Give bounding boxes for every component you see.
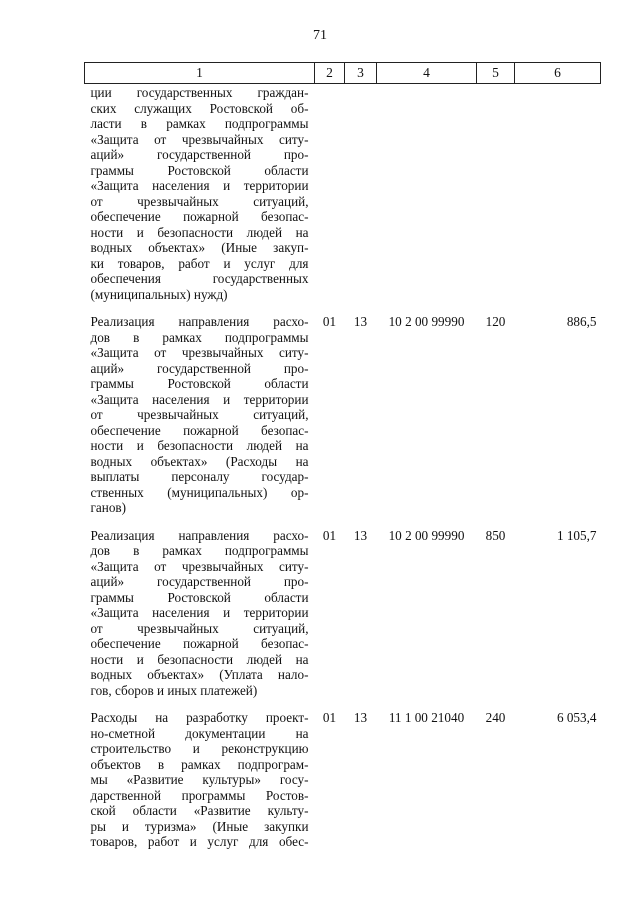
- description-line: граммы Ростовской области: [90, 589, 309, 605]
- description-line: дарственной программы Ростов-: [90, 787, 309, 803]
- description-line: от чрезвычайных ситуаций,: [90, 407, 309, 422]
- description-line: «Защита от чрезвычайных ситу-: [90, 345, 309, 360]
- column-header-amount: 6: [515, 63, 601, 84]
- header-row: [85, 63, 601, 84]
- row-amount: 1 105,7: [556, 527, 597, 543]
- description-line: Расходы на разработку проект-: [90, 710, 309, 725]
- row-target-article: 10 2 00 99990: [388, 527, 465, 543]
- table-body: [85, 84, 601, 850]
- description-line: гов, сборов и иных платежей): [90, 682, 258, 698]
- description-line: строительство и реконструкцию: [90, 741, 309, 756]
- description-line: ственных (муниципальных) ор-: [90, 484, 309, 500]
- description-line: от чрезвычайных ситуаций,: [90, 620, 309, 636]
- description-line: «Защита населения и территории: [90, 605, 309, 620]
- column-header-section: 2: [315, 63, 345, 84]
- description-line: граммы Ростовской области: [90, 162, 309, 178]
- table-row: [85, 516, 601, 699]
- row-section: 01: [322, 527, 337, 543]
- row-section: 01: [322, 314, 337, 329]
- description-line: от чрезвычайных ситуаций,: [90, 193, 309, 209]
- description-line: обеспечение пожарной безопас-: [90, 636, 309, 651]
- description-line: аций» государственной про-: [90, 360, 309, 376]
- description-line: ской области «Развитие культу-: [90, 803, 309, 818]
- description-line: водных объектах» (Расходы на: [90, 453, 309, 469]
- row-description: [85, 302, 315, 516]
- table-row: [85, 302, 601, 516]
- row-amount: [515, 84, 601, 303]
- description-line: граммы Ростовской области: [90, 376, 309, 391]
- description-line: дов в рамках подпрограммы: [90, 543, 309, 558]
- row-description: [85, 516, 315, 699]
- description-line: ности и безопасности людей на: [90, 224, 309, 240]
- column-header-subsection: 3: [345, 63, 377, 84]
- row-subsection: [345, 84, 377, 303]
- row-section: [315, 84, 345, 303]
- row-target-article: 10 2 00 99990: [388, 314, 465, 329]
- table-row: [85, 84, 601, 303]
- description-line: аций» государственной про-: [90, 147, 309, 162]
- row-target-article: [377, 84, 477, 303]
- description-line: но-сметной документации на: [90, 725, 309, 741]
- description-line: обеспечение пожарной безопас-: [90, 209, 309, 224]
- row-subsection: 13: [353, 314, 368, 329]
- description-line: водных объектах» (Уплата нало-: [90, 667, 309, 682]
- row-description: [85, 698, 315, 850]
- row-target-article: 11 1 00 21040: [388, 710, 465, 725]
- description-line: Реализация направления расхо-: [90, 314, 309, 329]
- column-header-target-article: 4: [377, 63, 477, 84]
- description-line: ности и безопасности людей на: [90, 438, 309, 453]
- description-line: (муниципальных) нужд): [90, 286, 228, 302]
- description-line: ласти в рамках подпрограммы: [90, 116, 309, 131]
- row-section: 01: [322, 710, 337, 725]
- description-line: водных объектах» (Иные закуп-: [90, 240, 309, 255]
- row-expense-type: 850: [485, 527, 506, 543]
- row-expense-type: 120: [485, 314, 506, 329]
- description-line: аций» государственной про-: [90, 574, 309, 589]
- description-line: «Защита населения и территории: [90, 178, 309, 193]
- row-subsection: 13: [353, 710, 368, 725]
- description-line: ганов): [90, 500, 127, 515]
- description-line: товаров, работ и услуг для обес-: [90, 834, 309, 849]
- row-expense-type: 240: [485, 710, 506, 725]
- description-line: «Защита населения и территории: [90, 391, 309, 407]
- table-header: [85, 63, 601, 84]
- description-line: выплаты персоналу государ-: [90, 469, 309, 484]
- row-amount: 886,5: [566, 314, 597, 329]
- column-header-description: 1: [85, 63, 315, 84]
- description-line: ции государственных граждан-: [90, 85, 309, 100]
- budget-table: [84, 62, 601, 850]
- description-line: ских служащих Ростовской об-: [90, 100, 309, 116]
- row-subsection: 13: [353, 527, 368, 543]
- description-line: ры и туризма» (Иные закупки: [90, 818, 309, 834]
- row-amount: 6 053,4: [556, 710, 597, 725]
- table-row: [85, 698, 601, 850]
- description-line: обеспечение пожарной безопас-: [90, 422, 309, 438]
- description-line: «Защита от чрезвычайных ситу-: [90, 131, 309, 147]
- page-number: 71: [313, 28, 327, 43]
- description-line: «Защита от чрезвычайных ситу-: [90, 558, 309, 574]
- description-line: ки товаров, работ и услуг для: [90, 255, 309, 271]
- description-line: мы «Развитие культуры» госу-: [90, 772, 309, 787]
- description-line: Реализация направления расхо-: [90, 527, 309, 543]
- description-line: ности и безопасности людей на: [90, 651, 309, 667]
- row-description: [85, 84, 315, 303]
- description-line: дов в рамках подпрограммы: [90, 329, 309, 345]
- description-line: обеспечения государственных: [90, 271, 309, 286]
- row-expense-type: [477, 84, 515, 303]
- description-line: объектов в рамках подпрограм-: [90, 756, 309, 772]
- column-header-expense-type: 5: [477, 63, 515, 84]
